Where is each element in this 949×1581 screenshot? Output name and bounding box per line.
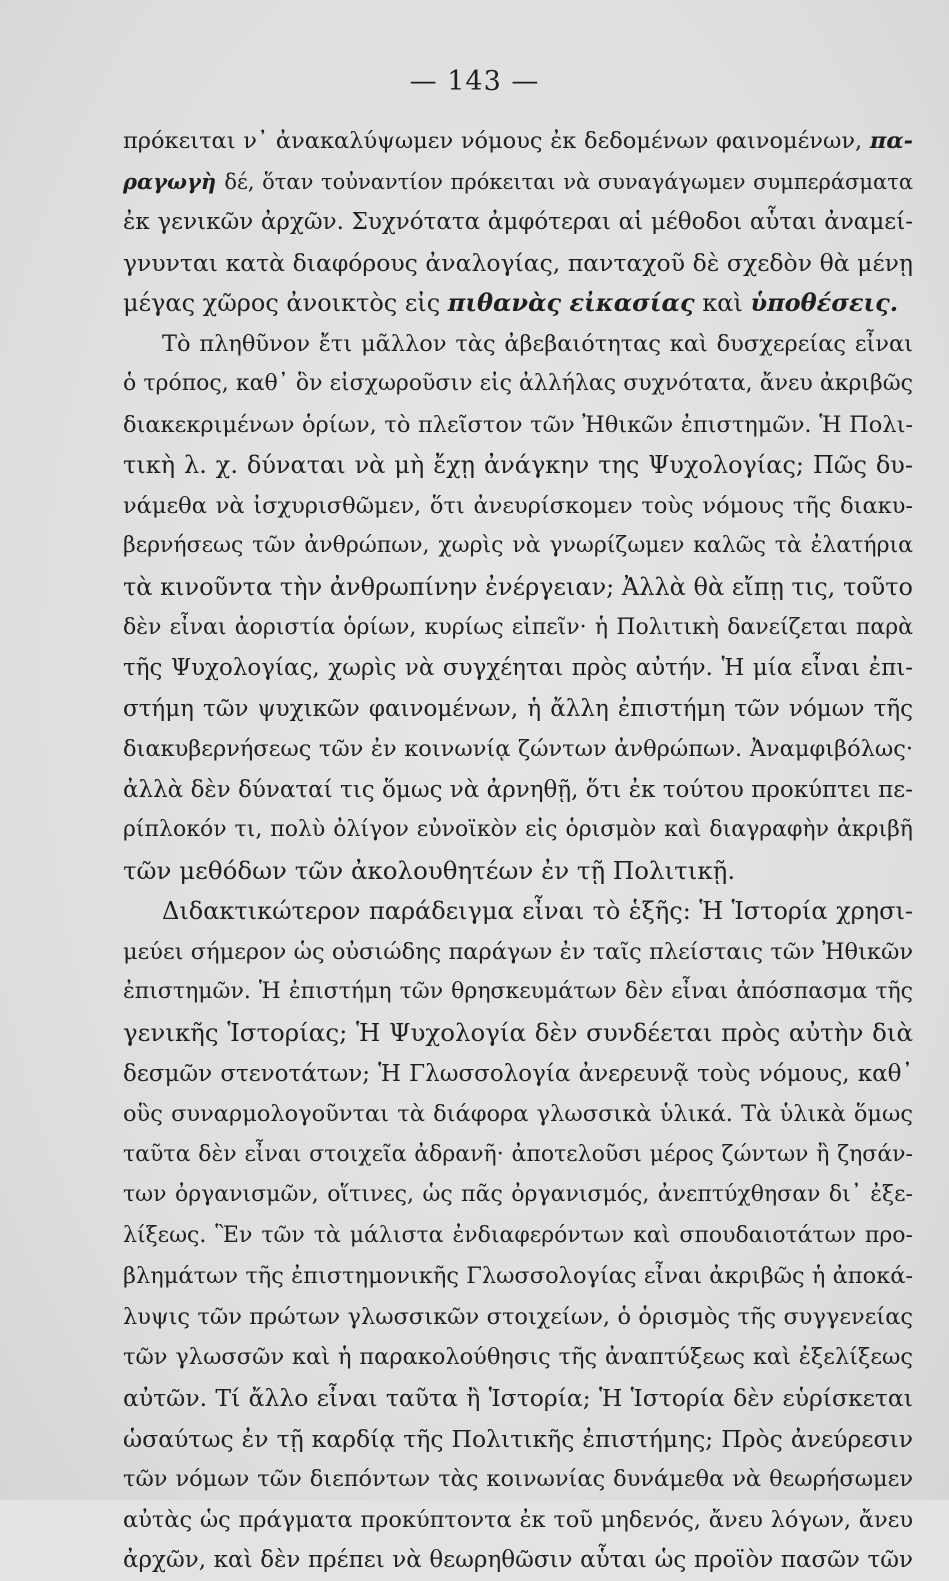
text-line: ὡσαύτως ἐν τῇ καρδίᾳ τῆς Πολιτικῆς ἐπιστήμης; Πρὸς ἀνεύρεσιν	[123, 1424, 913, 1453]
text-line: ἀρχῶν, καὶ δὲν πρέπει νὰ θεωρηθῶσιν αὗται ὡς προϊὸν πασῶν τῶν	[123, 1547, 913, 1574]
text-line: ὁ τρόπος, καθ᾽ ὃν εἰσχωροῦσιν εἰς ἀλλήλας συχνότατα, ἄνευ ἀκριβῶς	[123, 371, 913, 397]
text-line: αὐτὰς ὡς πράγματα προκύπτοντα ἐκ τοῦ μηδενός, ἄνευ λόγων, ἄνευ	[123, 1506, 913, 1533]
emphasis-pithanas-eikasias: πιθανὰς εἰκασίας	[447, 288, 695, 318]
text-line: βερνήσεως τῶν ἀνθρώπων, χωρὶς νὰ γνωρίζωμεν καλῶς τὰ ἐλατήρια	[123, 533, 913, 559]
paragraph-first-line: Διδακτικώτερον παράδειγμα εἶναι τὸ ἑξῆς: Ἡ Ἱστορία χρησι-	[162, 897, 913, 926]
text-line: νάμεθα νὰ ἰσχυρισθῶμεν, ὅτι ἀνευρίσκομεν τοὺς νόμους τῆς διακυ-	[123, 492, 913, 519]
text-line: μέγας χῶρος ἀνοικτὸς εἰς πιθανὰς εἰκασίας καὶ ὑποθέσεις.	[123, 288, 899, 318]
paragraph-last-line: τῶν μεθόδων τῶν ἀκολουθητέων ἐν τῇ Πολιτικῇ.	[123, 855, 736, 885]
text-line: γενικῆς Ἱστορίας; Ἡ Ψυχολογία δὲν συνδέεται πρὸς αὐτὴν διὰ	[123, 1018, 913, 1048]
text-line: δὲν εἶναι ἀοριστία ὁρίων, κυρίως εἰπεῖν· ἡ Πολιτικὴ δανείζεται παρὰ	[123, 614, 913, 640]
page-number: — 143 —	[409, 66, 540, 97]
text-line: ἐκ γενικῶν ἀρχῶν. Συχνότατα ἀμφότεραι αἱ μέθοδοι αὗται ἀναμεί-	[123, 209, 913, 236]
text-line: διακυβερνήσεως τῶν ἐν κοινωνίᾳ ζώντων ἀνθρώπων. Ἀναμφιβόλως·	[123, 736, 913, 763]
text-line: οὓς συναρμολογοῦνται τὰ διάφορα γλωσσικὰ ὑλικά. Τὰ ὑλικὰ ὅμως	[123, 1101, 913, 1128]
text-line: διακεκριμένων ὁρίων, τὸ πλεῖστον τῶν Ἠθικῶν ἐπιστημῶν. Ἡ Πολι-	[123, 411, 913, 438]
text-line: τικὴ λ. χ. δύναται νὰ μὴ ἔχῃ ἀνάγκην της Ψυχολογίας; Πῶς δυ-	[123, 451, 913, 480]
text-line: τῆς Ψυχολογίας, χωρὶς νὰ συγχέηται πρὸς αὐτήν. Ἡ μία εἶναι ἐπι-	[123, 655, 913, 682]
text-line: ἀλλὰ δὲν δύναταί τις ὅμως νὰ ἀρνηθῇ, ὅτι ἐκ τούτου προκύπτει πε-	[123, 776, 913, 803]
text-line: ραγωγὴ δέ, ὅταν τοὐναντίον πρόκειται νὰ συναγάγωμεν συμπεράσματα	[123, 168, 913, 194]
text-line: τῶν νόμων τῶν διεπόντων τὰς κοινωνίας δυνάμεθα νὰ θεωρήσωμεν	[123, 1466, 913, 1493]
emphasis-paragogi-part2: ραγωγὴ	[123, 168, 225, 194]
text-line: πρόκειται ν᾽ ἀνακαλύψωμεν νόμους ἐκ δεδομένων φαινομένων, πα-	[123, 128, 913, 154]
text-line: λίξεως. Ἓν τῶν τὰ μάλιστα ἐνδιαφερόντων καὶ σπουδαιοτάτων προ-	[123, 1222, 913, 1248]
emphasis-ypotheseis: ὑποθέσεις.	[750, 288, 899, 318]
text-line: αὐτῶν. Τί ἄλλο εἶναι ταῦτα ἢ Ἱστορία; Ἡ Ἱστορία δὲν εὑρίσκεται	[123, 1383, 913, 1412]
text-line: ταῦτα δὲν εἶναι στοιχεῖα ἀδρανῆ· ἀποτελοῦσι μέρος ζώντων ἢ ζησάν-	[123, 1141, 913, 1167]
paragraph-first-line: Τὸ πληθῦνον ἔτι μᾶλλον τὰς ἀβεβαιότητας καὶ δυσχερείας εἶναι	[162, 330, 913, 357]
text-line: τῶν γλωσσῶν καὶ ἡ παρακολούθησις τῆς ἀναπτύξεως καὶ ἐξελίξεως	[123, 1344, 913, 1371]
text-line: ἐπιστημῶν. Ἡ ἐπιστήμη τῶν θρησκευμάτων δὲν εἶναι ἀπόσπασμα τῆς	[123, 979, 913, 1005]
text-line: γνυνται κατὰ διαφόρους ἀναλογίας, πανταχοῦ δὲ σχεδὸν θὰ μένῃ	[123, 248, 913, 277]
text-line: τὰ κινοῦντα τὴν ἀνθρωπίνην ἐνέργειαν; Ἀλλὰ θὰ εἴπῃ τις, τοῦτο	[123, 573, 913, 602]
text-line: δεσμῶν στενοτάτων; Ἡ Γλωσσολογία ἀνερευνᾷ τοὺς νόμους, καθ᾽	[123, 1060, 913, 1087]
body-text	[123, 121, 913, 1581]
text-line: των ὀργανισμῶν, οἵτινες, ὡς πᾶς ὀργανισμός, ἀνεπτύχθησαν δι᾽ ἐξε-	[123, 1182, 913, 1208]
emphasis-paragogi-part1: πα-	[869, 128, 913, 154]
text-line: λυψις τῶν πρώτων γλωσσικῶν στοιχείων, ὁ ὁρισμὸς τῆς συγγενείας	[123, 1303, 913, 1330]
text-line: στήμη τῶν ψυχικῶν φαινομένων, ἡ ἄλλη ἐπιστήμη τῶν νόμων τῆς	[123, 695, 913, 722]
text-line: βλημάτων τῆς ἐπιστημονικῆς Γλωσσολογίας εἶναι ἀκριβῶς ἡ ἀποκά-	[123, 1263, 913, 1290]
text-line: μεύει σήμερον ὡς οὐσιώδης παράγων ἐν ταῖς πλείσταις τῶν Ἠθικῶν	[123, 938, 913, 965]
text-line: ρίπλοκόν τι, πολὺ ὀλίγον εὐνοϊκὸν εἰς ὁρισμὸν καὶ διαγραφὴν ἀκριβῆ	[123, 817, 913, 843]
